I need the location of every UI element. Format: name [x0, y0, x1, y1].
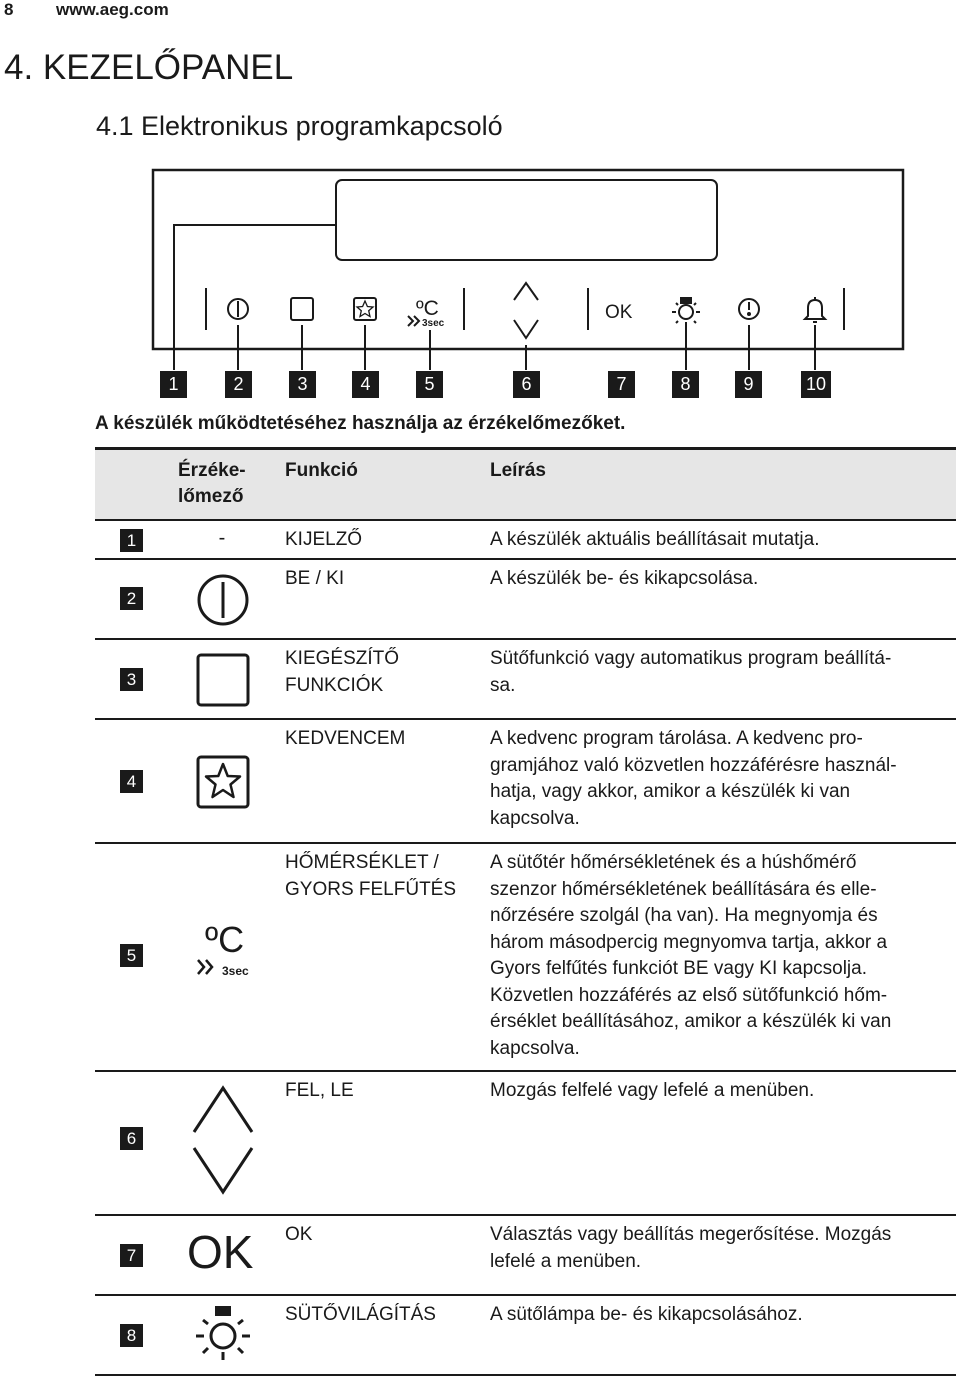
timer-icon	[739, 299, 759, 319]
row-function: OK	[285, 1224, 313, 1245]
table-header	[95, 447, 956, 519]
row-symbol: -	[218, 527, 226, 549]
header-function: Funkció	[285, 460, 358, 481]
callout-9: 9	[735, 371, 762, 398]
sensor-field-table	[95, 447, 956, 1376]
up-arrow-icon	[514, 283, 538, 300]
table-row	[95, 1296, 956, 1376]
table-row	[95, 1072, 956, 1216]
page-number: 8	[4, 0, 14, 19]
temperature-icon	[408, 297, 445, 329]
row-description: A kedvenc program tárolása. A kedvenc pro- gramjához való közvetlen hozzáférésre használ- hatja, vagy akkor, amikor a készülék ki van kapcsolva.	[490, 728, 897, 829]
temp-label: ºC	[416, 297, 439, 320]
row-function: FEL, LE	[285, 1080, 354, 1101]
header-description: Leírás	[490, 460, 546, 481]
intro-text: A készülék működtetéséhez használja az érzékelőmezőket.	[95, 413, 626, 434]
callout-6: 6	[513, 371, 540, 398]
table-row	[95, 844, 956, 1072]
callout-10: 10	[801, 371, 831, 398]
table-row	[95, 640, 956, 720]
row-number: 1	[120, 529, 143, 552]
hold-label: 3sec	[422, 318, 445, 329]
control-panel-diagram	[0, 160, 960, 400]
row-function: BE / KI	[285, 568, 345, 589]
bell-icon	[805, 297, 825, 322]
callout-1: 1	[160, 371, 187, 398]
temp-label: ºC	[205, 919, 245, 960]
row-number: 3	[120, 668, 143, 691]
power-icon	[228, 299, 248, 319]
temperature-icon	[195, 918, 255, 980]
section-title: 4.1 Elektronikus programkapcsoló	[96, 111, 503, 141]
table-row	[95, 1216, 956, 1296]
table-row	[95, 560, 956, 640]
row-description: A készülék be- és kikapcsolása.	[490, 568, 759, 589]
row-description: A sütőtér hőmérsékletének és a húshőmérő szenzor hőmérsékletének beállítására és elle- nőrzésére szolgál (ha van). Ha megnyomja és három másodpercig megnyomva tartja, akkor a Gyors felfűtés funkciót BE vagy KI kapcsolja. Közvetlen hozzáférés az első sütőfunkció hőm- érséklet beállításához, amikor a készülék ki van kapcsolva.	[490, 852, 892, 1059]
square-icon	[291, 298, 313, 320]
star-icon	[354, 298, 376, 320]
callout-7: 7	[608, 371, 635, 398]
row-number: 5	[120, 944, 143, 967]
display-outline	[336, 180, 717, 260]
row-description: Sütőfunkció vagy automatikus program beállítá- sa.	[490, 648, 892, 696]
callout-5: 5	[416, 371, 443, 398]
table-row	[95, 720, 956, 844]
row-description: A készülék aktuális beállításait mutatja.	[490, 529, 820, 550]
callout-8: 8	[672, 371, 699, 398]
ok-icon: OK	[605, 302, 633, 323]
row-number: 2	[120, 587, 143, 610]
up-down-arrows-icon	[188, 1080, 258, 1202]
row-function: SÜTŐVILÁGÍTÁS	[285, 1304, 436, 1325]
row-number: 4	[120, 770, 143, 793]
row-function: KIEGÉSZÍTŐ FUNKCIÓK	[285, 648, 400, 696]
row-function: HŐMÉRSÉKLET / GYORS FELFŰTÉS	[285, 852, 457, 900]
row-description: A sütőlámpa be- és kikapcsolásához.	[490, 1304, 803, 1325]
control-panel-drawing	[0, 160, 960, 400]
callout-4: 4	[352, 371, 379, 398]
power-icon	[195, 572, 251, 628]
header-sensor: Érzéke- lőmező	[178, 460, 246, 507]
square-icon	[195, 652, 251, 708]
callout-3: 3	[289, 371, 316, 398]
row-function: KIJELZŐ	[285, 529, 363, 550]
header-url: www.aeg.com	[56, 0, 169, 19]
ok-icon: OK	[187, 1226, 254, 1278]
row-description: Választás vagy beállítás megerősítése. Mozgás lefelé a menüben.	[490, 1224, 892, 1272]
table-row	[95, 519, 956, 560]
chapter-title: 4. KEZELŐPANEL	[4, 48, 294, 87]
lamp-icon	[193, 1304, 253, 1364]
row-function: KEDVENCEM	[285, 728, 406, 749]
row-number: 7	[120, 1244, 143, 1267]
down-arrow-icon	[514, 320, 538, 338]
row-number: 6	[120, 1127, 143, 1150]
lamp-icon	[672, 298, 700, 325]
hold-label: 3sec	[222, 964, 249, 978]
row-number: 8	[120, 1324, 143, 1347]
callout-2: 2	[225, 371, 252, 398]
star-icon	[195, 754, 251, 810]
row-description: Mozgás felfelé vagy lefelé a menüben.	[490, 1080, 815, 1101]
